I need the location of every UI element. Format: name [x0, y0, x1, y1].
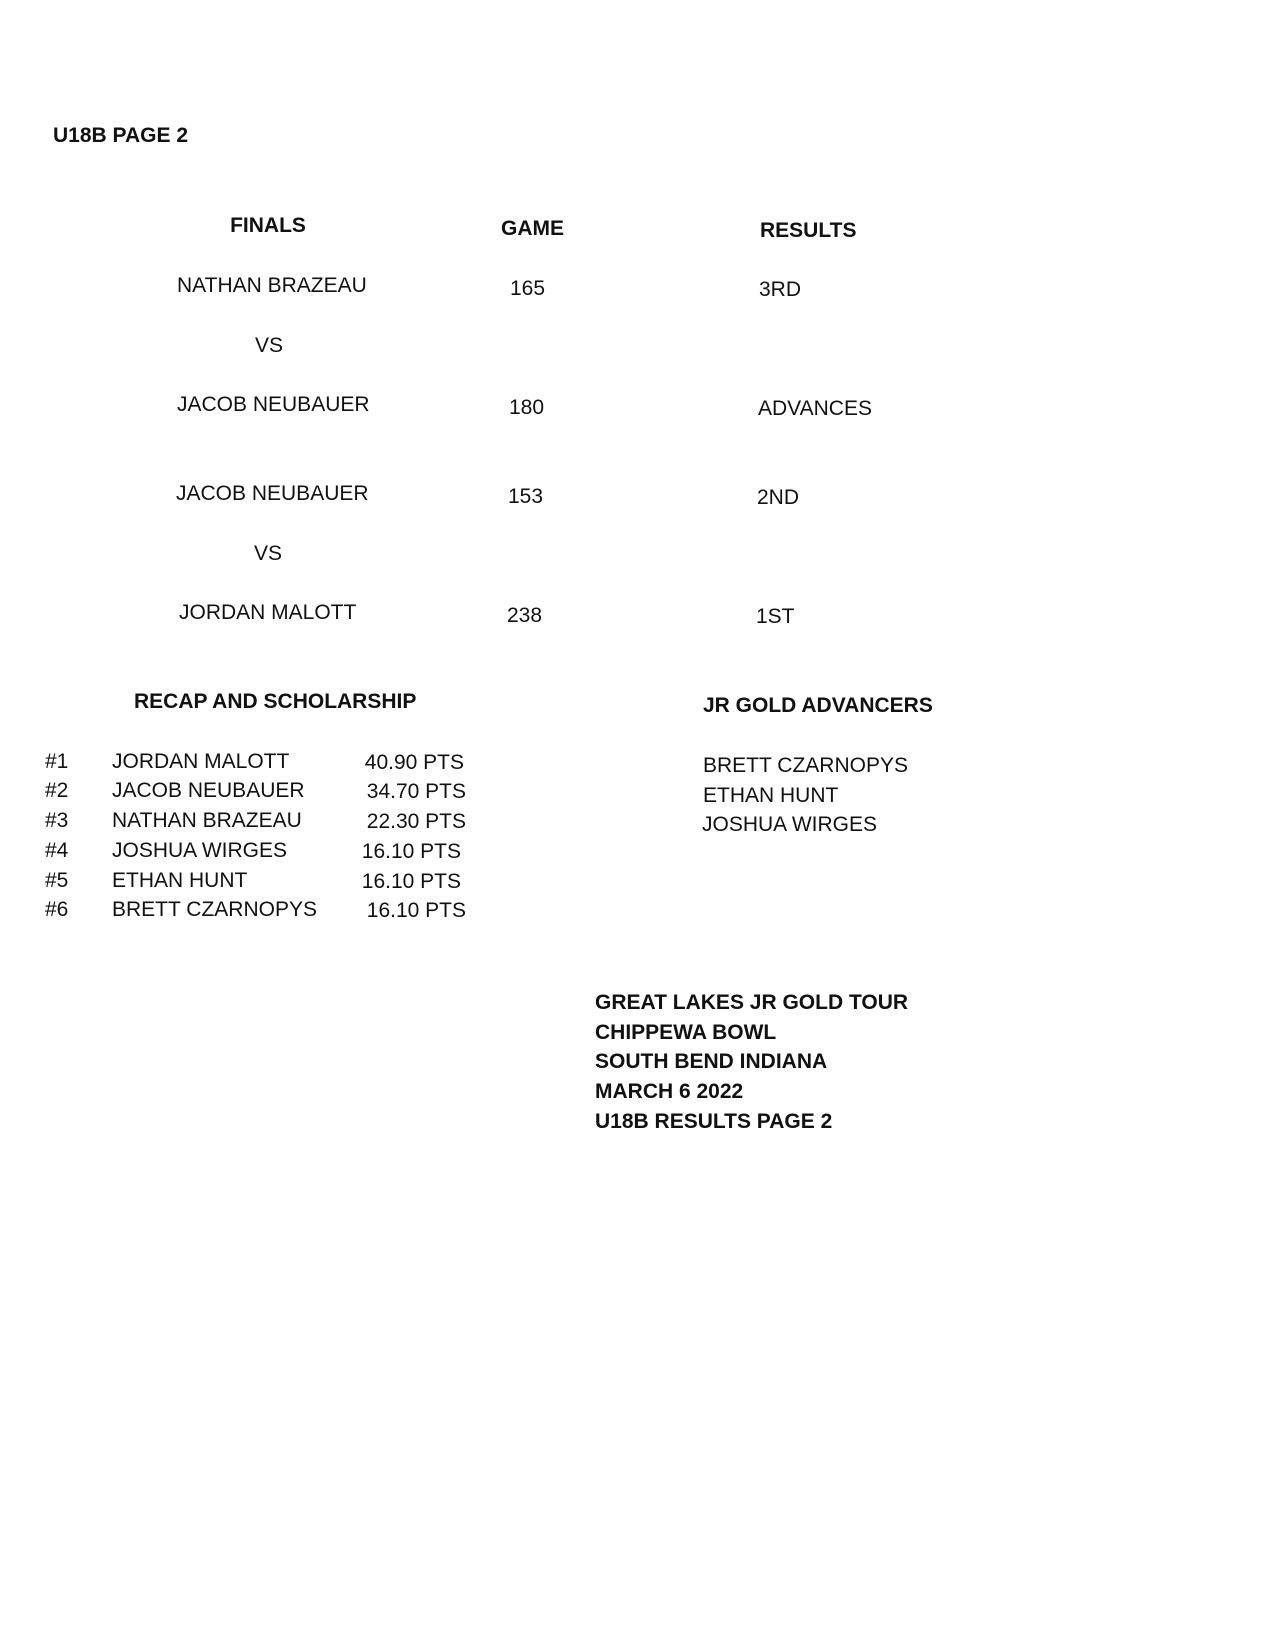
match1-player1-name: NATHAN BRAZEAU: [177, 274, 367, 297]
match2-player2-game: 238: [507, 604, 543, 627]
footer-line: GREAT LAKES JR GOLD TOUR: [595, 991, 909, 1014]
recap-points: 40.90 PTS: [364, 751, 464, 774]
recap-points: 34.70 PTS: [366, 780, 466, 803]
recap-points: 16.10 PTS: [361, 840, 461, 863]
match2-player2-result: 1ST: [756, 605, 795, 628]
recap-name: NATHAN BRAZEAU: [112, 809, 302, 832]
footer-line: CHIPPEWA BOWL: [595, 1021, 777, 1044]
page-label: U18B PAGE 2: [53, 124, 188, 147]
recap-rank: #1: [45, 750, 69, 773]
match1-player1-game: 165: [510, 277, 546, 300]
recap-name: JORDAN MALOTT: [112, 750, 290, 773]
recap-rank: #6: [45, 898, 69, 921]
footer-line: MARCH 6 2022: [595, 1080, 744, 1103]
recap-name: ETHAN HUNT: [112, 869, 248, 892]
recap-name: JACOB NEUBAUER: [112, 779, 305, 802]
match2-player1-name: JACOB NEUBAUER: [176, 482, 369, 505]
match1-player1-result: 3RD: [759, 278, 802, 301]
footer-line: U18B RESULTS PAGE 2: [595, 1110, 833, 1133]
recap-points: 16.10 PTS: [366, 899, 466, 922]
finals-header: FINALS: [230, 214, 306, 237]
match1-player2-name: JACOB NEUBAUER: [177, 393, 370, 416]
advancer-name: JOSHUA WIRGES: [702, 813, 878, 836]
recap-name: JOSHUA WIRGES: [112, 839, 288, 862]
recap-rank: #2: [45, 779, 69, 802]
recap-heading: RECAP AND SCHOLARSHIP: [134, 690, 417, 713]
recap-rank: #3: [45, 809, 69, 832]
recap-rank: #5: [45, 869, 69, 892]
recap-rank: #4: [45, 839, 69, 862]
recap-points: 16.10 PTS: [361, 870, 461, 893]
footer-line: SOUTH BEND INDIANA: [595, 1050, 828, 1073]
match1-vs: VS: [255, 334, 284, 357]
game-header: GAME: [501, 217, 564, 240]
match1-player2-result: ADVANCES: [758, 397, 872, 420]
advancers-heading: JR GOLD ADVANCERS: [703, 694, 933, 717]
recap-points: 22.30 PTS: [366, 810, 466, 833]
advancer-name: ETHAN HUNT: [703, 784, 839, 807]
match1-player2-game: 180: [509, 396, 545, 419]
match2-vs: VS: [254, 542, 283, 565]
match2-player1-game: 153: [508, 485, 544, 508]
match2-player2-name: JORDAN MALOTT: [179, 601, 357, 624]
advancer-name: BRETT CZARNOPYS: [703, 754, 908, 777]
results-header: RESULTS: [760, 219, 857, 242]
match2-player1-result: 2ND: [757, 486, 800, 509]
recap-name: BRETT CZARNOPYS: [112, 898, 317, 921]
